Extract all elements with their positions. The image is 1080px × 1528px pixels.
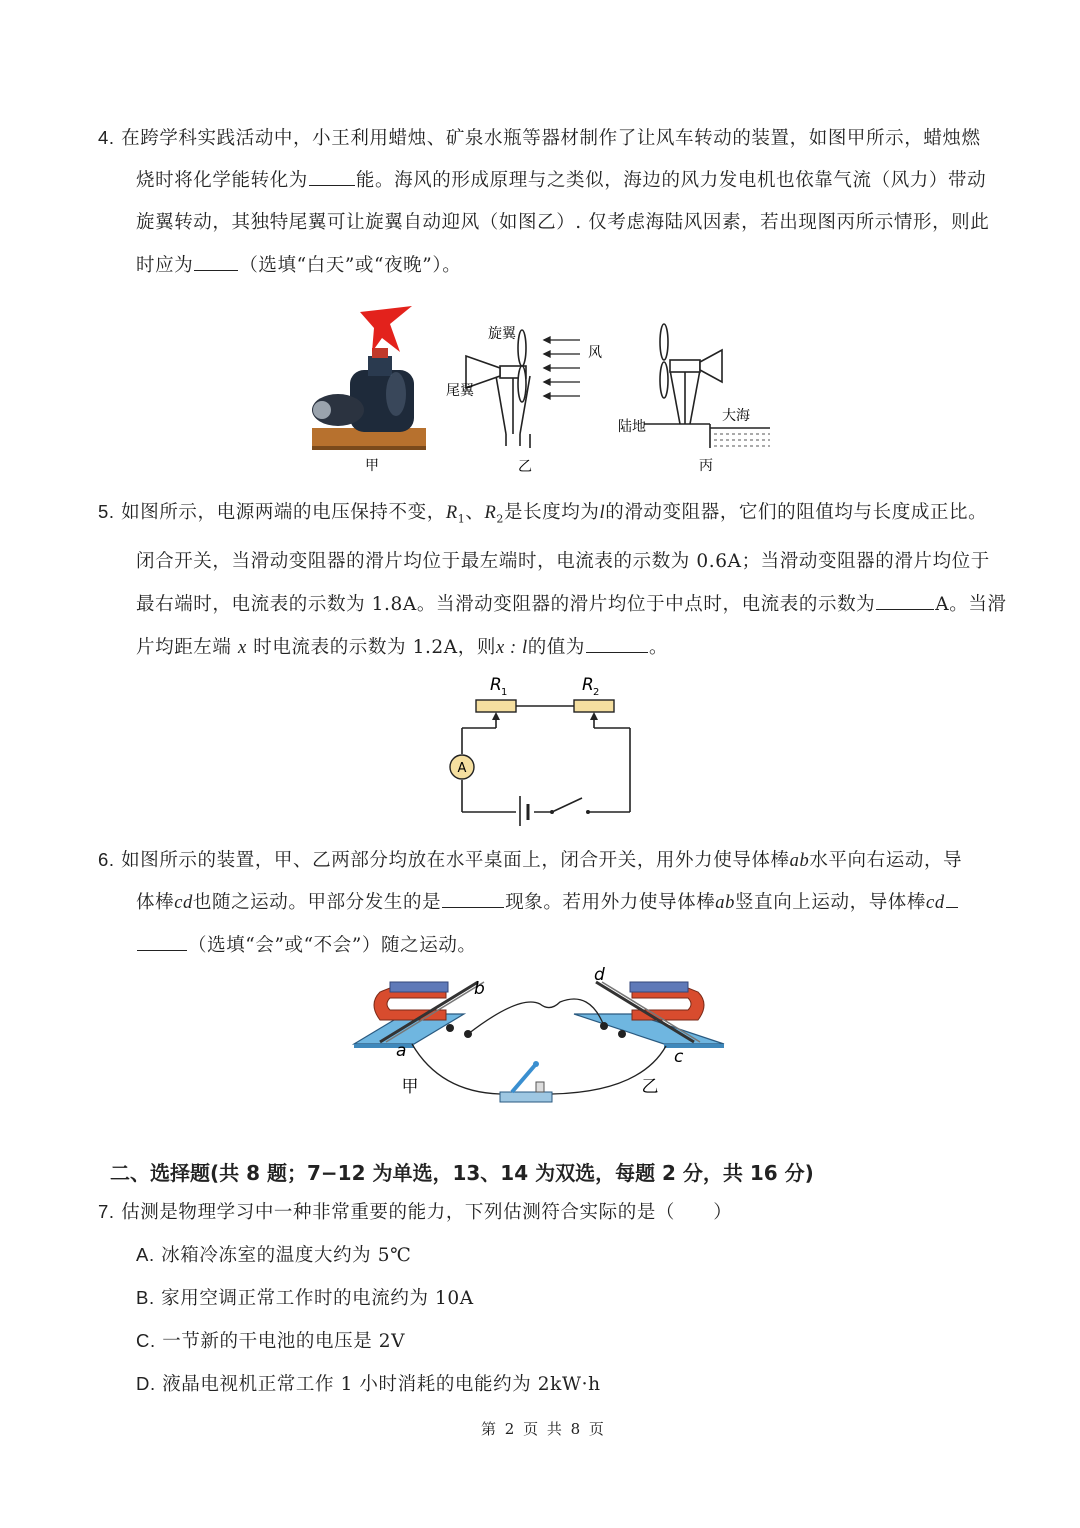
q5-line-1: 5. 如图所示，电源两端的电压保持不变，$R_1$、$R_2$是长度均为l的滑动变阻器，它们的阻值均与长度成正比。: [98, 501, 988, 526]
wind-turbine-yi-image: [466, 330, 530, 448]
label-r1: R: [490, 675, 502, 695]
q5-line-3: 最右端时，电流表的示数为 1.8A。当滑动变阻器的滑片均位于中点时，电流表的示数为 A。当滑: [136, 594, 1007, 615]
label-dahai: 大海: [722, 408, 750, 424]
figure-label-jia: 甲: [365, 458, 379, 474]
label-a: a: [396, 1041, 407, 1061]
label-weiyi: 尾翼: [446, 383, 474, 399]
q6-line-2: 体棒cd也随之运动。甲部分发生的是 现象。若用外力使导体棒ab竖直向上运动，导体棒cd: [136, 891, 959, 915]
switch-contact: [586, 810, 590, 814]
q5-blank-2[interactable]: [586, 636, 648, 653]
q5-circuit-figure: [440, 670, 640, 832]
q6-blank-2a[interactable]: [946, 891, 958, 908]
q4-line-2: 烧时将化学能转化为 能。海风的形成原理与之类似，海边的风力发电机也依靠气流（风力）带动: [136, 170, 987, 191]
figure-label-yi: 乙: [518, 459, 532, 475]
q6-number: 6.: [98, 849, 115, 870]
magnet-jia: [374, 988, 446, 1020]
label-r1-sub: 1: [501, 687, 508, 698]
bottle-apparatus-image: [312, 306, 426, 450]
q7-option-b[interactable]: B. 家用空调正常工作时的电流约为 10A: [136, 1287, 474, 1309]
q4-number: 4.: [98, 127, 115, 148]
label-ludi: 陆地: [618, 419, 646, 435]
page-footer: 第 2 页 共 8 页: [481, 1420, 606, 1438]
label-feng: 风: [588, 345, 602, 361]
q5-line-4: 片均距左端 x 时电流表的示数为 1.2A，则x : l的值为 。: [136, 637, 669, 658]
label-r2-sub: 2: [593, 687, 600, 698]
q7-stem: 7. 估测是物理学习中一种非常重要的能力，下列估测符合实际的是（ ）: [98, 1201, 733, 1223]
figure-label-bing: 丙: [699, 458, 713, 474]
wind-arrows: [544, 337, 580, 399]
label-r2: R: [582, 675, 594, 695]
q6-blank-1[interactable]: [442, 891, 504, 908]
q7-option-c[interactable]: C. 一节新的干电池的电压是 2V: [136, 1330, 406, 1352]
q4-blank-2[interactable]: [194, 254, 238, 271]
switch-pivot: [550, 810, 554, 814]
wind-turbine-bing-image: [644, 324, 770, 448]
q5-number: 5.: [98, 501, 115, 522]
q4-line-4: 时应为 （选填“白天”或“夜晚”）。: [136, 255, 462, 276]
figure-label-jia: 甲: [401, 1077, 419, 1097]
q7-option-a[interactable]: A. 冰箱冷冻室的温度大约为 5℃: [136, 1244, 412, 1266]
sea-waves: [714, 434, 770, 446]
q7-number: 7.: [98, 1201, 115, 1222]
section-heading: 二、选择题(共 8 题；7−12 为单选，13、14 为双选，每题 2 分，共 16 分): [110, 1161, 814, 1185]
q6-line-3: （选填“会”或“不会”）随之运动。: [136, 934, 477, 958]
switch[interactable]: [500, 1061, 552, 1102]
label-d: d: [594, 965, 605, 985]
q5-blank-1[interactable]: [876, 593, 934, 610]
label-c: c: [674, 1047, 684, 1067]
q4-line-1: 4. 在跨学科实践活动中，小王利用蜡烛、矿泉水瓶等器材制作了让风车转动的装置，如图甲所示，蜡烛燃: [98, 127, 981, 149]
slider-arrow-r1: [492, 712, 500, 720]
q4-figure: [300, 298, 780, 480]
figure-label-yi: 乙: [641, 1077, 659, 1097]
q6-figure: [350, 964, 730, 1108]
label-b: b: [474, 979, 485, 999]
resistor-r1: [476, 700, 516, 712]
label-xuanyi: 旋翼: [488, 326, 516, 342]
magnet-yi: [632, 988, 704, 1020]
q4-line-3: 旋翼转动，其独特尾翼可让旋翼自动迎风（如图乙）. 仅考虑海陆风因素，若出现图丙所示情形，则此: [136, 212, 990, 233]
q7-option-d[interactable]: D. 液晶电视机正常工作 1 小时消耗的电能约为 2kW·h: [136, 1373, 601, 1395]
q6-line-1: 6. 如图所示的装置，甲、乙两部分均放在水平桌面上，闭合开关，用外力使导体棒ab水平向右运动，导: [98, 849, 963, 871]
q6-blank-2b[interactable]: [137, 934, 187, 951]
q5-line-2: 闭合开关，当滑动变阻器的滑片均位于最左端时，电流表的示数为 0.6A；当滑动变阻器的滑片均位于: [136, 551, 990, 572]
resistor-r2: [574, 700, 614, 712]
connecting-wires: [412, 999, 666, 1094]
svg-text:A: A: [457, 761, 467, 776]
q4-blank-1[interactable]: [309, 169, 355, 186]
slider-arrow-r2: [590, 712, 598, 720]
